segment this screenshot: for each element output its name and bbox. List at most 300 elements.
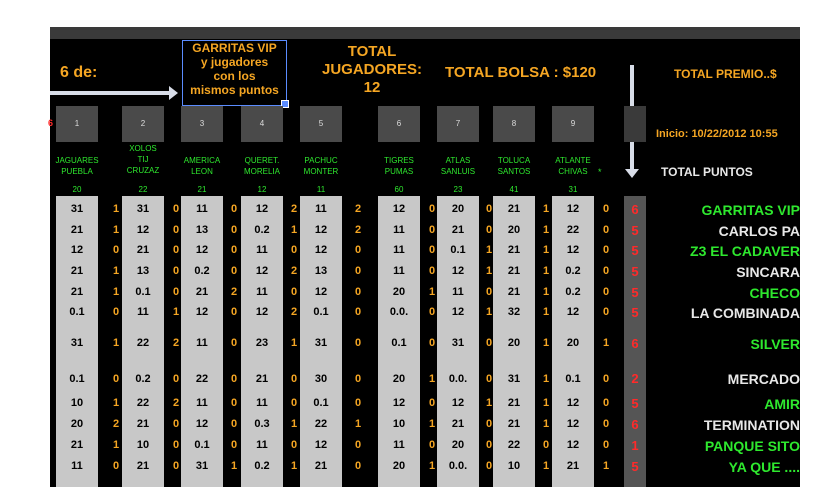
- pick-cell[interactable]: 20: [392, 286, 406, 298]
- pick-cell[interactable]: 11: [393, 265, 405, 277]
- total-points-cell: 5: [624, 303, 646, 322]
- points-cell: 1: [602, 337, 610, 349]
- points-cell: 2: [290, 265, 298, 277]
- pick-cell[interactable]: 0.1: [391, 337, 407, 349]
- team-name: ATLAS: [445, 156, 471, 165]
- pick-cell[interactable]: 0.2: [135, 373, 151, 385]
- points-cell: 0: [290, 244, 298, 256]
- points-cell: 1: [542, 306, 550, 318]
- total-points-cell: 5: [624, 283, 646, 302]
- arrow-right-icon: [50, 91, 170, 95]
- points-cell: 2: [290, 306, 298, 318]
- pick-cell[interactable]: 13: [195, 224, 209, 236]
- pick-cell[interactable]: 10: [392, 418, 406, 430]
- points-cell: 0: [428, 397, 436, 409]
- pick-cell[interactable]: 20: [507, 224, 521, 236]
- pick-cell[interactable]: 21: [507, 203, 521, 215]
- match-name: [429, 155, 487, 177]
- match-name: [48, 155, 106, 177]
- pick-cell[interactable]: 12: [566, 439, 580, 451]
- points-cell: 0: [230, 373, 238, 385]
- pick-cell[interactable]: 20: [451, 439, 465, 451]
- points-cell: 0: [290, 373, 298, 385]
- pick-cell[interactable]: 12: [566, 418, 580, 430]
- points-cell: 0: [485, 203, 493, 215]
- points-cell: 0: [172, 203, 180, 215]
- pick-cell[interactable]: 31: [195, 460, 209, 472]
- pick-cell[interactable]: 12: [314, 286, 328, 298]
- column-number: 2: [122, 106, 164, 142]
- points-cell: 0: [112, 244, 120, 256]
- match-name: [544, 155, 602, 177]
- pick-cell[interactable]: 11: [452, 286, 464, 298]
- points-cell: 1: [428, 373, 436, 385]
- total-points-cell: 6: [624, 415, 646, 434]
- pick-cell[interactable]: 21: [314, 460, 328, 472]
- points-cell: 0: [354, 286, 362, 298]
- pick-count: 12: [257, 185, 267, 194]
- column-number: 8: [493, 106, 535, 142]
- points-cell: 1: [290, 460, 298, 472]
- total-premio: TOTAL PREMIO..$: [674, 67, 777, 81]
- points-cell: 0: [602, 373, 610, 385]
- pick-cell[interactable]: 21: [255, 373, 269, 385]
- vip-line-4: mismos puntos: [190, 83, 279, 97]
- points-cell: 1: [428, 418, 436, 430]
- pick-cell[interactable]: 20: [451, 203, 465, 215]
- points-cell: 0: [290, 439, 298, 451]
- pick-cell[interactable]: 11: [196, 337, 208, 349]
- pick-cell[interactable]: 12: [392, 203, 406, 215]
- player-name[interactable]: TERMINATION: [703, 416, 800, 433]
- points-cell: 1: [428, 286, 436, 298]
- pick-cell[interactable]: 12: [70, 244, 84, 256]
- pick-cell[interactable]: 21: [195, 286, 209, 298]
- team-name: JAGUARES: [55, 156, 99, 165]
- pick-cell[interactable]: 31: [507, 373, 521, 385]
- pick-cell[interactable]: 11: [256, 286, 268, 298]
- points-cell: 1: [485, 397, 493, 409]
- inicio-date: Inicio: 10/22/2012 10:55: [656, 128, 778, 140]
- team-name: PUMAS: [384, 167, 414, 176]
- player-name[interactable]: YA QUE ....: [728, 458, 800, 475]
- match-name: [173, 155, 231, 177]
- pick-cell[interactable]: 31: [314, 337, 328, 349]
- pick-cell[interactable]: 22: [507, 439, 521, 451]
- pick-cell[interactable]: 0.2: [254, 460, 270, 472]
- points-cell: 1: [112, 337, 120, 349]
- total-jugadores: [312, 43, 432, 97]
- pick-cell[interactable]: 12: [195, 244, 209, 256]
- team-name: TIJ: [137, 155, 149, 164]
- pick-cell[interactable]: 20: [566, 337, 580, 349]
- pick-count: 60: [394, 185, 404, 194]
- points-cell: 1: [542, 418, 550, 430]
- pick-cell[interactable]: 12: [136, 224, 150, 236]
- points-cell: 0: [485, 337, 493, 349]
- column-number: 3: [181, 106, 223, 142]
- pick-cell[interactable]: 11: [256, 244, 268, 256]
- points-cell: 1: [485, 306, 493, 318]
- pick-cell[interactable]: 11: [393, 244, 405, 256]
- points-cell: 0: [230, 265, 238, 277]
- points-cell: 0: [542, 439, 550, 451]
- pick-cell[interactable]: 12: [566, 203, 580, 215]
- points-cell: 0: [485, 460, 493, 472]
- pick-count: 23: [453, 185, 463, 194]
- team-name: ATLANTE: [555, 156, 591, 165]
- points-cell: 1: [542, 286, 550, 298]
- player-name[interactable]: CARLOS PA: [718, 222, 800, 239]
- points-cell: 1: [542, 397, 550, 409]
- pick-count: 41: [509, 185, 519, 194]
- points-cell: 0: [112, 460, 120, 472]
- pick-cell[interactable]: 12: [255, 203, 269, 215]
- total-bolsa: TOTAL BOLSA : $120: [445, 64, 597, 81]
- column-number-blank: [624, 106, 646, 142]
- points-cell: 1: [112, 397, 120, 409]
- points-cell: 0: [230, 203, 238, 215]
- pick-cell[interactable]: 0.2: [565, 265, 581, 277]
- pick-cell[interactable]: 20: [507, 337, 521, 349]
- pick-cell[interactable]: 12: [566, 397, 580, 409]
- points-cell: 2: [112, 418, 120, 430]
- column-number: 6: [378, 106, 420, 142]
- points-cell: 0: [354, 439, 362, 451]
- pick-cell[interactable]: 22: [566, 224, 580, 236]
- total-points-cell: 6: [624, 200, 646, 219]
- points-cell: 0: [172, 460, 180, 472]
- player-name[interactable]: GARRITAS VIP: [701, 201, 800, 218]
- pick-cell[interactable]: 21: [70, 439, 84, 451]
- team-name: TOLUCA: [497, 156, 531, 165]
- points-cell: 0: [354, 244, 362, 256]
- pick-cell[interactable]: 10: [507, 460, 521, 472]
- pick-cell[interactable]: 10: [136, 439, 150, 451]
- column-number: 9: [552, 106, 594, 142]
- left-marker: 6: [48, 118, 54, 128]
- points-cell: 1: [230, 460, 238, 472]
- team-name: TIGRES: [384, 156, 414, 165]
- team-name: PACHUC: [304, 156, 338, 165]
- pick-cell[interactable]: 13: [314, 265, 328, 277]
- team-name: MONTER: [303, 167, 339, 176]
- pick-count: 22: [138, 185, 148, 194]
- points-cell: 0: [485, 286, 493, 298]
- points-cell: 0: [230, 418, 238, 430]
- points-cell: 0: [354, 460, 362, 472]
- points-cell: 0: [172, 265, 180, 277]
- points-cell: 1: [354, 418, 362, 430]
- points-cell: 2: [172, 397, 180, 409]
- pick-count: 11: [316, 185, 326, 194]
- pick-cell[interactable]: 0.0.: [448, 460, 468, 472]
- pick-cell[interactable]: 0.2: [254, 224, 270, 236]
- pick-cell[interactable]: 11: [137, 306, 149, 318]
- pick-cell[interactable]: 31: [451, 337, 465, 349]
- points-cell: 1: [112, 439, 120, 451]
- column-number: 1: [56, 106, 98, 142]
- pick-count: 20: [72, 185, 82, 194]
- team-name: XOLOS: [129, 144, 157, 153]
- points-cell: 1: [542, 265, 550, 277]
- points-cell: 1: [542, 373, 550, 385]
- vip-info-cell[interactable]: [182, 40, 287, 106]
- total-points-cell: 5: [624, 394, 646, 413]
- match-name: [485, 155, 543, 177]
- pick-cell[interactable]: 21: [507, 244, 521, 256]
- pick-cell[interactable]: 20: [392, 460, 406, 472]
- points-cell: 1: [485, 244, 493, 256]
- pick-cell[interactable]: 11: [256, 439, 268, 451]
- pick-cell[interactable]: 12: [566, 306, 580, 318]
- points-cell: 1: [112, 224, 120, 236]
- total-points-cell: 5: [624, 262, 646, 281]
- pick-cell[interactable]: 0.1: [135, 286, 151, 298]
- points-cell: 0: [354, 306, 362, 318]
- points-cell: 2: [172, 337, 180, 349]
- vip-line-3: con los: [213, 69, 256, 83]
- points-cell: 0: [290, 286, 298, 298]
- pick-cell[interactable]: 0.1: [565, 373, 581, 385]
- total-points-cell: 2: [624, 367, 646, 391]
- points-cell: 0: [428, 265, 436, 277]
- pick-cell[interactable]: 21: [70, 265, 84, 277]
- pick-cell[interactable]: 21: [136, 460, 150, 472]
- points-cell: 0: [428, 306, 436, 318]
- points-cell: 2: [354, 203, 362, 215]
- points-cell: 0: [230, 439, 238, 451]
- points-cell: 0: [428, 244, 436, 256]
- pick-cell[interactable]: 21: [70, 224, 84, 236]
- player-name[interactable]: MERCADO: [727, 371, 800, 387]
- points-cell: 0: [354, 397, 362, 409]
- pick-cell[interactable]: 10: [70, 397, 84, 409]
- top-strip: [50, 27, 800, 39]
- points-cell: 0: [485, 418, 493, 430]
- player-name[interactable]: Z3 EL CADAVER: [690, 242, 800, 259]
- points-cell: 1: [112, 203, 120, 215]
- pick-count: 21: [197, 185, 207, 194]
- pick-cell[interactable]: 21: [507, 286, 521, 298]
- points-cell: 0: [172, 286, 180, 298]
- points-cell: 1: [542, 224, 550, 236]
- team-name: CRUZAZ: [126, 166, 160, 175]
- column-number: 4: [241, 106, 283, 142]
- pick-cell[interactable]: 0.3: [254, 418, 270, 430]
- pick-cell[interactable]: 11: [315, 203, 327, 215]
- pick-cell[interactable]: 0.0.: [389, 306, 409, 318]
- pick-cell[interactable]: 0.1: [450, 244, 466, 256]
- pick-cell[interactable]: 11: [393, 439, 405, 451]
- points-cell: 1: [112, 286, 120, 298]
- points-cell: 1: [542, 203, 550, 215]
- points-cell: 1: [290, 418, 298, 430]
- pick-cell[interactable]: 22: [195, 373, 209, 385]
- points-cell: 0: [428, 224, 436, 236]
- total-points-cell: 6: [624, 324, 646, 363]
- points-cell: 0: [354, 373, 362, 385]
- column-number: 7: [437, 106, 479, 142]
- pick-cell[interactable]: 21: [507, 265, 521, 277]
- pick-cell[interactable]: 0.1: [313, 397, 329, 409]
- pick-cell[interactable]: 12: [255, 306, 269, 318]
- team-name: PUEBLA: [61, 167, 93, 176]
- pick-count: 31: [568, 185, 578, 194]
- points-cell: 0: [290, 397, 298, 409]
- pick-cell[interactable]: 21: [136, 418, 150, 430]
- pick-cell[interactable]: 0.1: [69, 306, 85, 318]
- vip-line-2: y jugadores: [200, 55, 269, 69]
- pick-cell[interactable]: 0.1: [313, 306, 329, 318]
- pick-cell[interactable]: 21: [507, 418, 521, 430]
- points-cell: 0: [172, 418, 180, 430]
- player-name[interactable]: SILVER: [750, 335, 800, 352]
- star-marker: *: [598, 167, 602, 177]
- total-jugadores-label2: JUGADORES:: [321, 61, 422, 78]
- team-name: QUERET.: [244, 156, 280, 165]
- points-cell: 0: [172, 373, 180, 385]
- player-name[interactable]: PANQUE SITO: [704, 437, 800, 454]
- match-name: [114, 143, 172, 176]
- points-cell: 0: [230, 224, 238, 236]
- points-cell: 1: [290, 224, 298, 236]
- points-cell: 0: [602, 244, 610, 256]
- total-jugadores-label: TOTAL: [347, 43, 397, 60]
- pick-cell[interactable]: 11: [256, 397, 268, 409]
- points-cell: 0: [602, 224, 610, 236]
- points-cell: 0: [230, 306, 238, 318]
- points-cell: 1: [428, 460, 436, 472]
- total-points-cell: 5: [624, 241, 646, 260]
- pick-cell[interactable]: 23: [255, 337, 269, 349]
- pick-cell[interactable]: 22: [314, 418, 328, 430]
- total-puntos-header: TOTAL PUNTOS: [661, 165, 753, 179]
- points-cell: 0: [602, 306, 610, 318]
- pick-cell[interactable]: 31: [70, 337, 84, 349]
- pick-cell[interactable]: 31: [136, 203, 150, 215]
- points-cell: 0: [602, 418, 610, 430]
- player-name[interactable]: SINCARA: [736, 263, 800, 280]
- pick-cell[interactable]: 31: [70, 203, 84, 215]
- points-cell: 0: [602, 265, 610, 277]
- points-cell: 0: [230, 244, 238, 256]
- points-cell: 0: [485, 224, 493, 236]
- team-name: AMERICA: [183, 156, 221, 165]
- pick-cell[interactable]: 12: [314, 244, 328, 256]
- points-cell: 2: [290, 203, 298, 215]
- match-name: [370, 155, 428, 177]
- team-name: SANLUIS: [440, 167, 476, 176]
- pick-cell[interactable]: 20: [70, 418, 84, 430]
- pick-cell[interactable]: 22: [136, 397, 150, 409]
- pick-cell[interactable]: 12: [314, 224, 328, 236]
- total-jugadores-value: 12: [363, 79, 381, 96]
- team-name: LEON: [191, 167, 213, 176]
- column-number: 5: [300, 106, 342, 142]
- points-cell: 0: [602, 397, 610, 409]
- team-name: CHIVAS: [558, 167, 588, 176]
- points-cell: 1: [602, 460, 610, 472]
- pick-cell[interactable]: 0.0.: [448, 373, 468, 385]
- pick-cell[interactable]: 32: [507, 306, 521, 318]
- points-cell: 1: [542, 337, 550, 349]
- pick-cell[interactable]: 21: [451, 224, 465, 236]
- pick-cell[interactable]: 20: [392, 373, 406, 385]
- pick-cell[interactable]: 12: [451, 306, 465, 318]
- player-name[interactable]: CHECO: [749, 284, 800, 301]
- total-points-cell: 1: [624, 436, 646, 455]
- pick-cell[interactable]: 22: [136, 337, 150, 349]
- pick-cell[interactable]: 12: [195, 418, 209, 430]
- points-cell: 0: [354, 265, 362, 277]
- pick-cell[interactable]: 21: [507, 397, 521, 409]
- pick-cell[interactable]: 12: [314, 439, 328, 451]
- pick-cell[interactable]: 0.1: [69, 373, 85, 385]
- points-cell: 0: [602, 439, 610, 451]
- total-points-cell: 5: [624, 221, 646, 240]
- points-cell: 0: [428, 337, 436, 349]
- points-cell: 0: [485, 373, 493, 385]
- pick-cell[interactable]: 0.2: [565, 286, 581, 298]
- pick-cell[interactable]: 11: [393, 224, 405, 236]
- points-cell: 2: [354, 224, 362, 236]
- team-name: SANTOS: [497, 167, 531, 176]
- pick-cell[interactable]: 21: [70, 286, 84, 298]
- points-cell: 1: [542, 460, 550, 472]
- pick-cell[interactable]: 12: [195, 306, 209, 318]
- player-name[interactable]: AMIR: [764, 395, 800, 412]
- quiniela-sheet: [50, 27, 800, 487]
- pick-cell[interactable]: 12: [451, 265, 465, 277]
- points-cell: 1: [485, 265, 493, 277]
- points-cell: 0: [172, 224, 180, 236]
- pick-cell[interactable]: 12: [566, 244, 580, 256]
- points-cell: 2: [230, 286, 238, 298]
- points-cell: 0: [602, 286, 610, 298]
- pick-cell[interactable]: 12: [392, 397, 406, 409]
- pick-cell[interactable]: 12: [255, 265, 269, 277]
- pick-cell[interactable]: 13: [136, 265, 150, 277]
- vip-line-1: GARRITAS VIP: [192, 41, 277, 55]
- points-cell: 0: [428, 439, 436, 451]
- group-label: 6 de:: [60, 64, 98, 81]
- team-name: MORELIA: [243, 167, 280, 176]
- pick-cell[interactable]: 21: [136, 244, 150, 256]
- match-name: [233, 155, 291, 177]
- points-cell: 0: [428, 203, 436, 215]
- points-cell: 0: [112, 373, 120, 385]
- pick-cell[interactable]: 11: [71, 460, 83, 472]
- points-cell: 1: [172, 306, 180, 318]
- total-points-cell: 5: [624, 457, 646, 476]
- pick-cell[interactable]: 0.1: [194, 439, 210, 451]
- player-name[interactable]: LA COMBINADA: [690, 304, 800, 321]
- pick-cell[interactable]: 11: [196, 397, 208, 409]
- points-cell: 0: [112, 306, 120, 318]
- points-cell: 0: [485, 439, 493, 451]
- points-cell: 0: [230, 397, 238, 409]
- pick-cell[interactable]: 30: [314, 373, 328, 385]
- pick-cell[interactable]: 21: [451, 418, 465, 430]
- pick-cell[interactable]: 11: [196, 203, 208, 215]
- points-cell: 1: [542, 244, 550, 256]
- pick-cell[interactable]: 0.2: [194, 265, 210, 277]
- points-cell: 1: [290, 337, 298, 349]
- pick-cell[interactable]: 21: [566, 460, 580, 472]
- points-cell: 1: [112, 265, 120, 277]
- pick-cell[interactable]: 12: [451, 397, 465, 409]
